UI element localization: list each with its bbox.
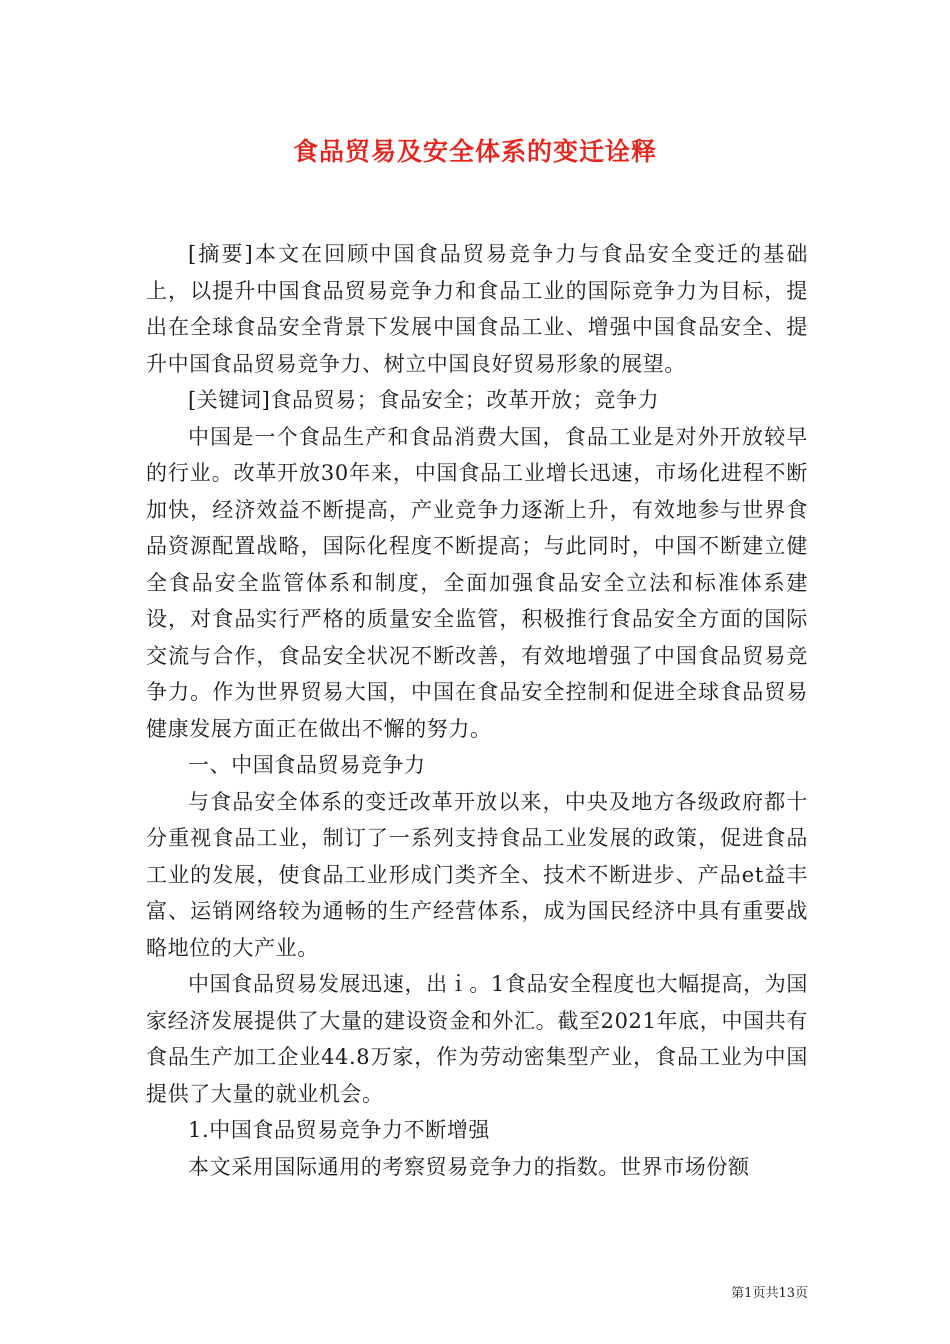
intro-paragraph: 中国是一个食品生产和食品消费大国，食品工业是对外开放较早的行业。改革开放30年来，中国食品工业增长迅速，市场化进程不断加快，经济效益不断提高，产业竞争力逐渐上升，有效地参与世界食品资源配置战略，国际化程度不断提高；与此同时，中国不断建立健全食品安全监管体系和制度，全面加强食品安全立法和标准体系建设，对食品实行严格的质量安全监管，积极推行食品安全方面的国际交流与合作，食品安全状况不断改善，有效地增强了中国食品贸易竞争力。作为世界贸易大国，中国在食品安全控制和促进全球食品贸易健康发展方面正在做出不懈的努力。 — [146, 424, 808, 741]
section-heading-1: 一、中国食品贸易竞争力 — [188, 753, 426, 777]
abstract-paragraph: [摘要]本文在回顾中国食品贸易竞争力与食品安全变迁的基础上，以提升中国食品贸易竞争力和食品工业的国际竞争力为目标，提出在全球食品安全背景下发展中国食品工业、增强中国食品安全、提升中国食品贸易竞争力、树立中国良好贸易形象的展望。 — [146, 242, 808, 376]
document-body — [146, 236, 808, 1185]
subsection-heading-1: 1.中国食品贸易竞争力不断增强 — [188, 1118, 491, 1142]
page-number-footer: 第1页共13页 — [731, 1286, 808, 1301]
keywords-paragraph: [关键词]食品贸易；食品安全；改革开放；竞争力 — [188, 388, 660, 412]
body-paragraph: 中国食品贸易发展迅速，出ｉ。1食品安全程度也大幅提高，为国家经济发展提供了大量的建设资金和外汇。截至2021年底，中国共有食品生产加工企业44.8万家，作为劳动密集型产业，食品工业为中国提供了大量的就业机会。 — [146, 972, 808, 1106]
body-paragraph: 与食品安全体系的变迁改革开放以来，中央及地方各级政府都十分重视食品工业，制订了一系列支持食品工业发展的政策，促进食品工业的发展，使食品工业形成门类齐全、技术不断进步、产品et益丰富、运销网络较为通畅的生产经营体系，成为国民经济中具有重要战略地位的大产业。 — [146, 789, 808, 960]
document-title: 食品贸易及安全体系的变迁诠释 — [292, 137, 657, 166]
body-paragraph: 本文采用国际通用的考察贸易竞争力的指数。世界市场份额 — [188, 1154, 750, 1179]
